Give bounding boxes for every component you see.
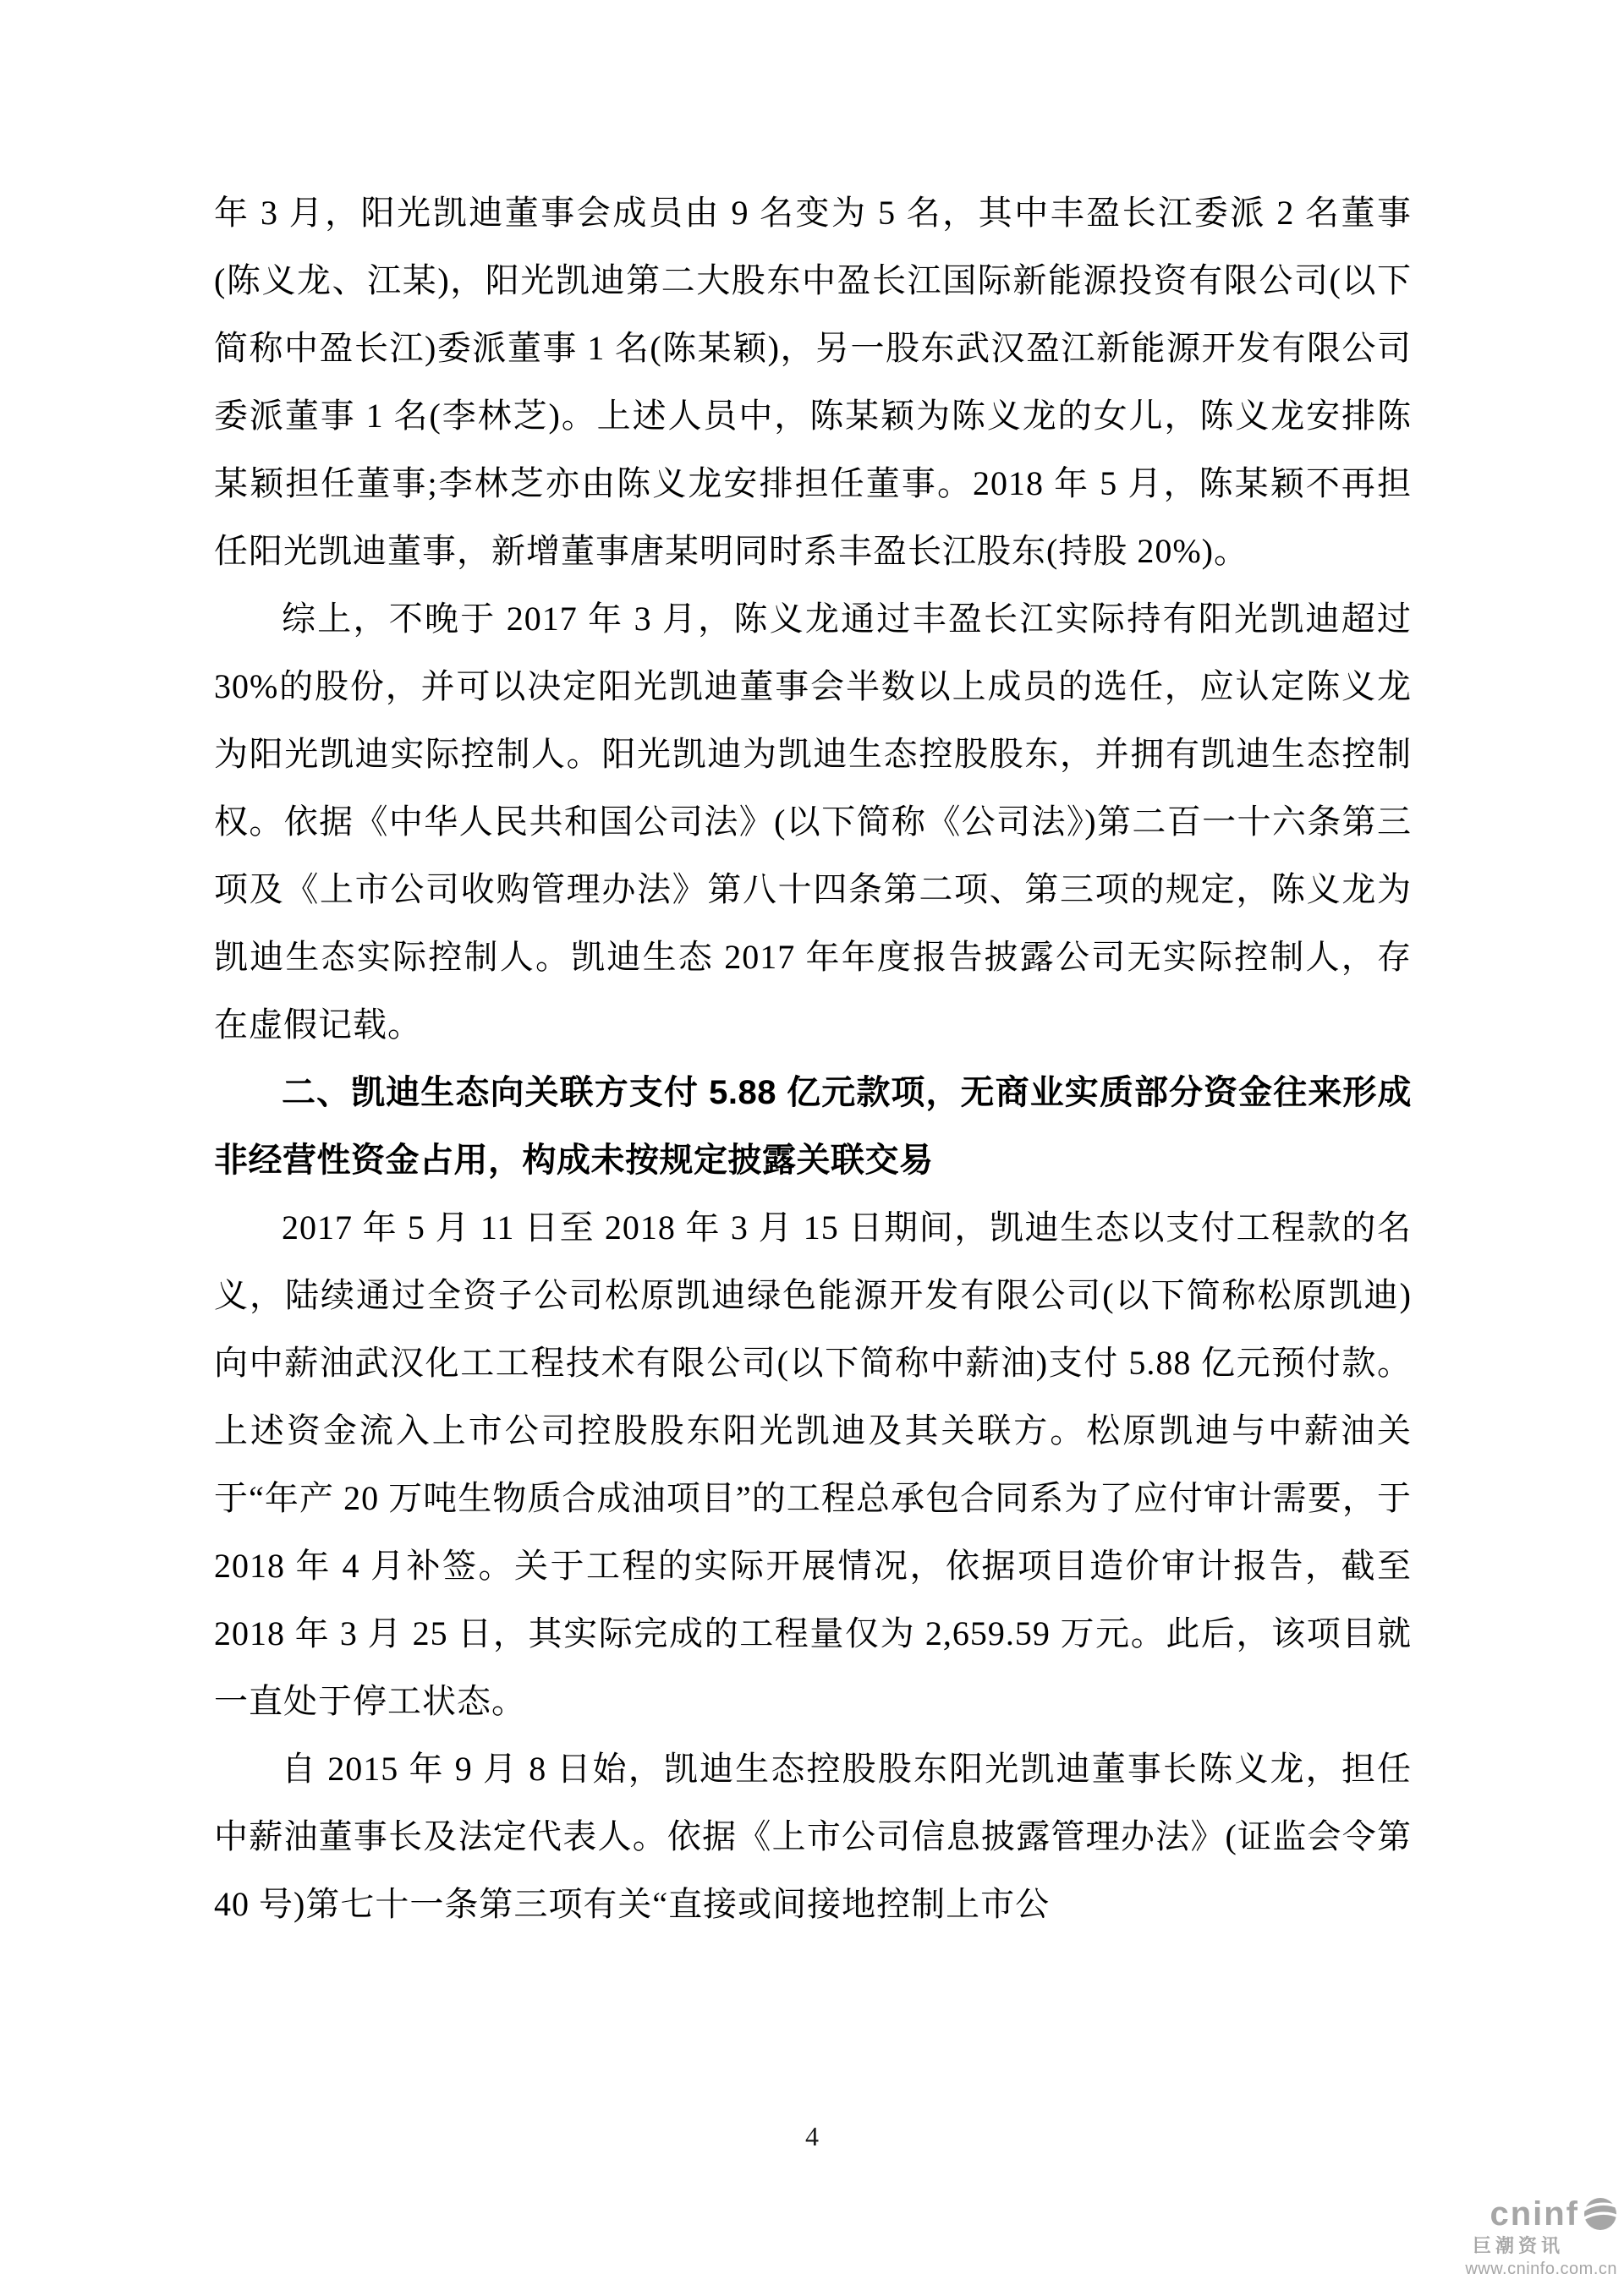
cninfo-logo (1448, 2197, 1617, 2279)
cninfo-url: www.cninfo.com.cn (1465, 2260, 1617, 2278)
paragraph: 自 2015 年 9 月 8 日始，凯迪生态控股股东阳光凯迪董事长陈义龙，担任中薪油董事长及法定代表人。依据《上市公司信息披露管理办法》(证监会令第 40 号)第七十一条第三项有关“直接或间接地控制上市公 (214, 1750, 1412, 1923)
cninfo-logo-row (1448, 2197, 1617, 2231)
section-heading: 二、凯迪生态向关联方支付 5.88 亿元款项，无商业实质部分资金往来形成非经营性资金占用，构成未按规定披露关联交易 (214, 1074, 1412, 1179)
cninfo-chinese-name: 巨潮资讯 (1472, 2235, 1564, 2256)
paragraph: 2017 年 5 月 11 日至 2018 年 3 月 15 日期间，凯迪生态以支付工程款的名义，陆续通过全资子公司松原凯迪绿色能源开发有限公司(以下简称松原凯迪)向中薪油武汉化工工程技术有限公司(以下简称中薪油)支付 5.88 亿元预付款。上述资金流入上市公司控股股东阳光凯迪及其关联方。松原凯迪与中薪油关于“年产 20 万吨生物质合成油项目”的工程总承包合同系为了应付审计需要，于 2018 年 4 月补签。关于工程的实际开展情况，依据项目造价审计报告，截至 2018 年 3 月 25 日，其实际完成的工程量仅为 2,659.59 万元。此后，该项目就一直处于停工状态。 (214, 1208, 1412, 1720)
paragraph: 综上，不晚于 2017 年 3 月，陈义龙通过丰盈长江实际持有阳光凯迪超过 30%的股份，并可以决定阳光凯迪董事会半数以上成员的选任，应认定陈义龙为阳光凯迪实际控制人。阳光凯迪为凯迪生态控股股东，并拥有凯迪生态控制权。依据《中华人民共和国公司法》(以下简称《公司法》)第二百一十六条第三项及《上市公司收购管理办法》第八十四条第二项、第三项的规定，陈义龙为凯迪生态实际控制人。凯迪生态 2017 年年度报告披露公司无实际控制人，存在虚假记载。 (214, 600, 1412, 1044)
globe-icon (1583, 2197, 1617, 2231)
paragraph: 年 3 月，阳光凯迪董事会成员由 9 名变为 5 名，其中丰盈长江委派 2 名董事(陈义龙、江某)，阳光凯迪第二大股东中盈长江国际新能源投资有限公司(以下简称中盈长江)委派董事 1 名(陈某颖)，另一股东武汉盈江新能源开发有限公司委派董事 1 名(李林芝)。上述人员中，陈某颖为陈义龙的女儿，陈义龙安排陈某颖担任董事;李林芝亦由陈义龙安排担任董事。2018 年 5 月，陈某颖不再担任阳光凯迪董事，新增董事唐某明同时系丰盈长江股东(持股 20%)。 (214, 194, 1412, 570)
cninfo-brand-text: cninf (1490, 2195, 1579, 2233)
document-body (214, 179, 1412, 1938)
page-number: 4 (805, 2121, 819, 2151)
